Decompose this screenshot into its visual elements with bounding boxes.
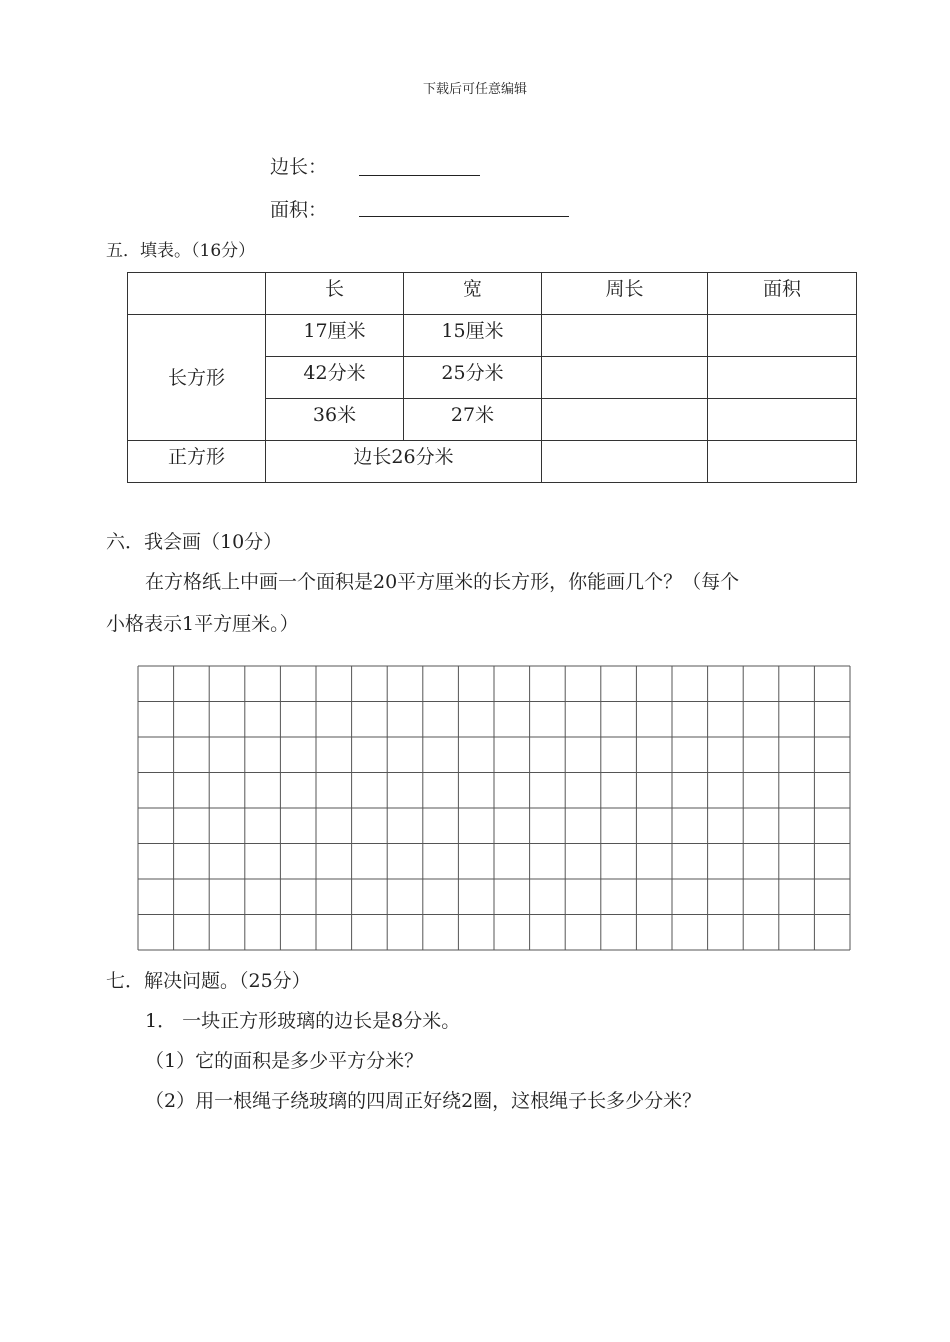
- section6-instruction-line1: 在方格纸上中画一个面积是20平方厘米的长方形，你能画几个？（每个: [145, 571, 740, 593]
- square-side-cell: 边长26分米: [266, 441, 542, 483]
- length-cell: 17厘米: [266, 315, 404, 357]
- area-answer-cell[interactable]: [708, 441, 857, 483]
- area-answer-cell[interactable]: [708, 399, 857, 441]
- page-header: 下载后可任意编辑: [422, 82, 527, 97]
- question-1-part-2: （2）用一根绳子绕玻璃的四周正好绕2圈，这根绳子长多少分米？: [145, 1090, 702, 1112]
- rectangle-label-cell: 长方形: [128, 315, 266, 441]
- perimeter-answer-cell[interactable]: [542, 357, 708, 399]
- length-cell: 36米: [266, 399, 404, 441]
- drawing-grid[interactable]: [137, 665, 851, 951]
- section6-instruction-line2: 小格表示1平方厘米。）: [106, 613, 299, 635]
- header-cell-length: 长: [266, 273, 404, 315]
- header-cell-area: 面积: [708, 273, 857, 315]
- question-1-part-1: （1）它的面积是多少平方分米？: [145, 1050, 424, 1072]
- square-label-cell: 正方形: [128, 441, 266, 483]
- section5-title: 五．填表。（16分）: [106, 241, 256, 261]
- header-cell-width: 宽: [404, 273, 542, 315]
- question-1: 1． 一块正方形玻璃的边长是8分米。: [145, 1010, 461, 1032]
- fill-table: [127, 272, 857, 483]
- header-cell-perimeter: 周长: [542, 273, 708, 315]
- length-cell: 42分米: [266, 357, 404, 399]
- perimeter-answer-cell[interactable]: [542, 315, 708, 357]
- table-header-row: [128, 273, 857, 315]
- section6-title: 六．我会画（10分）: [106, 531, 283, 553]
- table-row: [128, 441, 857, 483]
- width-cell: 27米: [404, 399, 542, 441]
- section7-title: 七．解决问题。（25分）: [106, 970, 311, 992]
- side-length-blank[interactable]: [359, 175, 480, 176]
- side-length-label: 边长：: [270, 156, 328, 178]
- perimeter-answer-cell[interactable]: [542, 399, 708, 441]
- area-answer-cell[interactable]: [708, 357, 857, 399]
- width-cell: 25分米: [404, 357, 542, 399]
- area-label: 面积：: [270, 199, 328, 221]
- area-blank[interactable]: [359, 216, 569, 217]
- area-answer-cell[interactable]: [708, 315, 857, 357]
- perimeter-answer-cell[interactable]: [542, 441, 708, 483]
- table-row: [128, 315, 857, 357]
- width-cell: 15厘米: [404, 315, 542, 357]
- header-cell-empty: [128, 273, 266, 315]
